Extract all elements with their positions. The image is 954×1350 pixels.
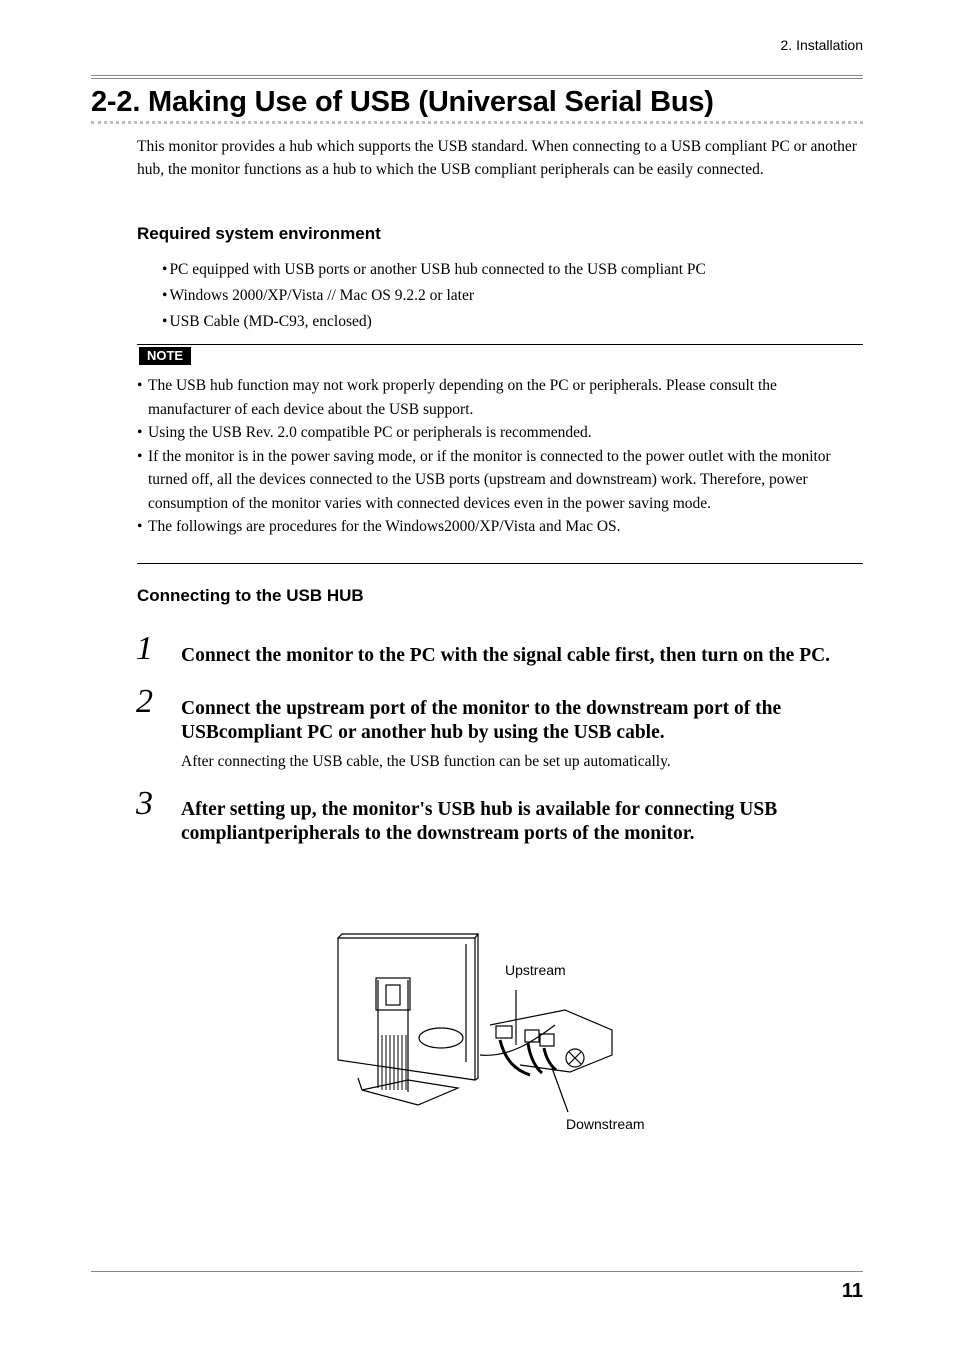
upstream-label: Upstream [505,962,566,978]
list-item: • PC equipped with USB ports or another USB hub connected to the USB compliant PC [162,258,706,284]
section-title: 2-2. Making Use of USB (Universal Serial Bus) [91,86,714,118]
step-text: Connect the upstream port of the monitor to the downstream port of the USBcompliant PC or another hub by using the USB cable. [181,698,782,743]
note-item: • The followings are procedures for the Windows2000/XP/Vista and Mac OS. [137,515,863,539]
required-environment-list [162,258,706,336]
note-bottom-rule [137,563,863,564]
running-header: 2. Installation [780,37,863,53]
step-text: Connect the monitor to the PC with the signal cable first, then turn on the PC. [181,645,831,666]
required-environment-heading: Required system environment [137,224,381,243]
note-item: • The USB hub function may not work properly depending on the PC or peripherals. Please consult the manufacturer of each device about the USB support. [137,374,863,421]
page-number: 11 [841,1280,863,1302]
step-number: 3 [136,785,153,822]
downstream-port [540,1034,554,1046]
downstream-label: Downstream [566,1116,645,1132]
intro-paragraph: This monitor provides a hub which supports the USB standard. When connecting to a USB compliant PC or another hub, the monitor functions as a hub to which the USB compliant peripherals can be easily connected. [137,138,857,178]
step-number: 2 [136,683,153,720]
step-number: 1 [136,630,153,667]
list-item: • Windows 2000/XP/Vista // Mac OS 9.2.2 or later [162,284,706,310]
header-rule [91,75,863,76]
header-rule [91,78,863,79]
note-list [137,374,863,539]
step-note: After connecting the USB cable, the USB function can be set up automatically. [181,753,671,770]
usb-connection-diagram [330,930,630,1130]
list-item: • USB Cable (MD-C93, enclosed) [162,310,706,336]
monitor-stand-base [362,1080,458,1105]
note-badge: NOTE [139,347,191,365]
note-top-rule [137,344,863,345]
upstream-port [496,1026,512,1038]
connecting-heading: Connecting to the USB HUB [137,586,364,605]
step-text: After setting up, the monitor's USB hub is available for connecting USB compliantperipherals to the downstream ports of the monitor. [181,799,778,844]
note-item: • Using the USB Rev. 2.0 compatible PC or peripherals is recommended. [137,421,863,445]
footer-rule [91,1271,863,1272]
title-dotted-rule [91,121,863,124]
note-item: • If the monitor is in the power saving mode, or if the monitor is connected to the power outlet with the monitor turned off, all the devices connected to the USB ports (upstream and downstream) work. Therefore, power consumption of the monitor varies with connected devices even in the power saving mode. [137,445,863,516]
